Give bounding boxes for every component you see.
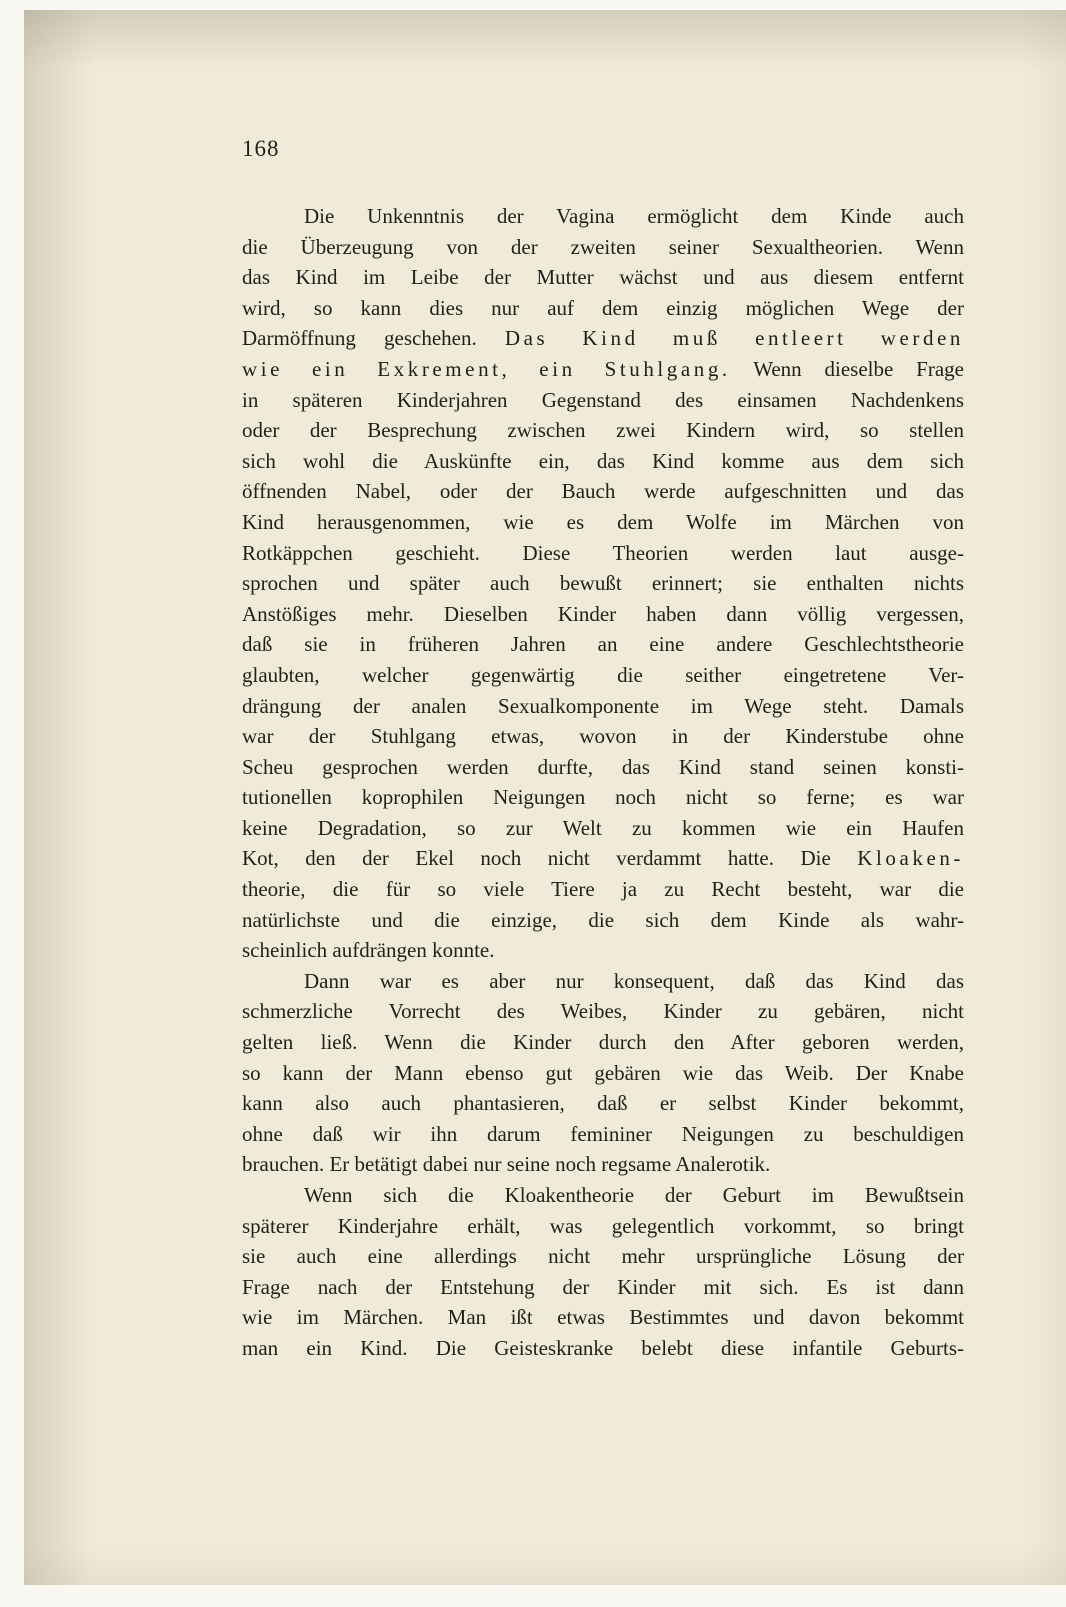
text-line bbox=[242, 782, 964, 813]
body-text: öffnenden Nabel, oder der Bauch werde aufgeschnitten und das bbox=[242, 479, 964, 504]
body-text: wird, so kann dies nur auf dem einzig möglichen Wege der bbox=[242, 295, 964, 320]
text-line bbox=[242, 874, 964, 905]
text-line bbox=[242, 1027, 964, 1058]
body-text: theorie, die für so viele Tiere ja zu Recht besteht, war die bbox=[242, 877, 964, 902]
paragraph bbox=[242, 1180, 964, 1364]
text-line bbox=[242, 568, 964, 599]
body-text: Dann war es aber nur konsequent, daß das Kind das bbox=[304, 968, 964, 993]
body-text: das Kind im Leibe der Mutter wächst und aus diesem entfernt bbox=[242, 265, 964, 290]
text-line bbox=[242, 446, 964, 477]
body-text: Darmöffnung geschehen. bbox=[242, 326, 505, 351]
text-line bbox=[242, 1272, 964, 1303]
text-line bbox=[242, 507, 964, 538]
text-line bbox=[242, 476, 964, 507]
paragraph bbox=[242, 966, 964, 1180]
text-line bbox=[242, 415, 964, 446]
text-line bbox=[242, 843, 964, 874]
text-line bbox=[242, 201, 964, 232]
emphasized-text: Kloaken- bbox=[857, 846, 964, 871]
body-text: sie auch eine allerdings nicht mehr ursprüngliche Lösung der bbox=[242, 1244, 964, 1269]
text-line bbox=[242, 935, 964, 966]
emphasized-text: Das Kind muß entleert werden bbox=[504, 326, 964, 351]
text-line bbox=[242, 752, 964, 783]
text-line bbox=[242, 1333, 964, 1364]
body-text: Scheu gesprochen werden durfte, das Kind stand seinen konsti- bbox=[242, 754, 964, 779]
text-line bbox=[242, 1088, 964, 1119]
text-line bbox=[242, 996, 964, 1027]
text-line bbox=[242, 262, 964, 293]
body-text: scheinlich aufdrängen konnte. bbox=[242, 938, 495, 963]
body-text: natürlichste und die einzige, die sich dem Kinde als wahr- bbox=[242, 907, 964, 932]
body-text: ohne daß wir ihn darum femininer Neigungen zu beschuldigen bbox=[242, 1121, 964, 1146]
body-text: so kann der Mann ebenso gut gebären wie das Weib. Der Knabe bbox=[242, 1060, 964, 1085]
body-text: keine Degradation, so zur Welt zu kommen wie ein Haufen bbox=[242, 815, 964, 840]
body-text: man ein Kind. Die Geisteskranke belebt diese infantile Geburts- bbox=[242, 1335, 964, 1360]
body-text: Kind herausgenommen, wie es dem Wolfe im Märchen von bbox=[242, 509, 964, 534]
text-line bbox=[242, 293, 964, 324]
body-text: Die Unkenntnis der Vagina ermöglicht dem Kinde auch bbox=[304, 204, 964, 228]
text-line bbox=[242, 1119, 964, 1150]
text-line bbox=[242, 538, 964, 569]
body-text: Wenn dieselbe Frage bbox=[730, 356, 964, 381]
body-text: sprochen und später auch bewußt erinnert; sie enthalten nichts bbox=[242, 571, 964, 596]
text-line bbox=[242, 629, 964, 660]
text-line bbox=[242, 1058, 964, 1089]
body-text: kann also auch phantasieren, daß er selbst Kinder bekommt, bbox=[242, 1091, 964, 1116]
text-line bbox=[242, 1149, 964, 1180]
text-line bbox=[242, 354, 964, 385]
text-line bbox=[242, 385, 964, 416]
body-text: brauchen. Er betätigt dabei nur seine noch regsame Analerotik. bbox=[242, 1152, 771, 1177]
text-line bbox=[242, 691, 964, 722]
body-text: in späteren Kinderjahren Gegenstand des einsamen Nachdenkens bbox=[242, 387, 964, 412]
body-text: Kot, den der Ekel noch nicht verdammt hatte. Die bbox=[242, 846, 858, 871]
text-line bbox=[242, 1302, 964, 1333]
book-page-paper bbox=[24, 10, 1066, 1585]
text-line bbox=[242, 1241, 964, 1272]
text-block bbox=[242, 201, 964, 1364]
body-text: die Überzeugung von der zweiten seiner Sexualtheorien. Wenn bbox=[242, 234, 964, 259]
text-line bbox=[242, 905, 964, 936]
body-text: Frage nach der Entstehung der Kinder mit sich. Es ist dann bbox=[242, 1274, 964, 1299]
body-text: war der Stuhlgang etwas, wovon in der Kinderstube ohne bbox=[242, 724, 964, 749]
text-line bbox=[242, 721, 964, 752]
body-text: gelten ließ. Wenn die Kinder durch den After geboren werden, bbox=[242, 1030, 964, 1055]
text-line bbox=[242, 1211, 964, 1242]
text-line bbox=[242, 966, 964, 997]
body-text: daß sie in früheren Jahren an eine andere Geschlechtstheorie bbox=[242, 632, 964, 657]
text-line bbox=[242, 232, 964, 263]
body-text: Rotkäppchen geschieht. Diese Theorien werden laut ausge- bbox=[242, 540, 964, 565]
body-text: schmerzliche Vorrecht des Weibes, Kinder zu gebären, nicht bbox=[242, 999, 964, 1024]
body-text: sich wohl die Auskünfte ein, das Kind komme aus dem sich bbox=[242, 448, 964, 473]
paragraph bbox=[242, 201, 964, 966]
text-line bbox=[242, 323, 964, 354]
text-line bbox=[242, 660, 964, 691]
text-line bbox=[242, 813, 964, 844]
body-text: Anstößiges mehr. Dieselben Kinder haben dann völlig vergessen, bbox=[242, 601, 964, 626]
body-text: späterer Kinderjahre erhält, was gelegentlich vorkommt, so bringt bbox=[242, 1213, 964, 1238]
body-text: tutionellen koprophilen Neigungen noch nicht so ferne; es war bbox=[242, 785, 964, 810]
text-line bbox=[242, 1180, 964, 1211]
body-text: oder der Besprechung zwischen zwei Kindern wird, so stellen bbox=[242, 418, 964, 443]
body-text: drängung der analen Sexualkomponente im Wege steht. Damals bbox=[242, 693, 964, 718]
text-line bbox=[242, 599, 964, 630]
body-text: wie im Märchen. Man ißt etwas Bestimmtes und davon bekommt bbox=[242, 1305, 964, 1330]
body-text: Wenn sich die Kloakentheorie der Geburt im Bewußtsein bbox=[304, 1183, 964, 1207]
emphasized-text: wie ein Exkrement, ein Stuhlgang. bbox=[242, 356, 731, 381]
body-text: glaubten, welcher gegenwärtig die seither eingetretene Ver- bbox=[242, 662, 964, 687]
page-number: 168 bbox=[242, 136, 280, 161]
